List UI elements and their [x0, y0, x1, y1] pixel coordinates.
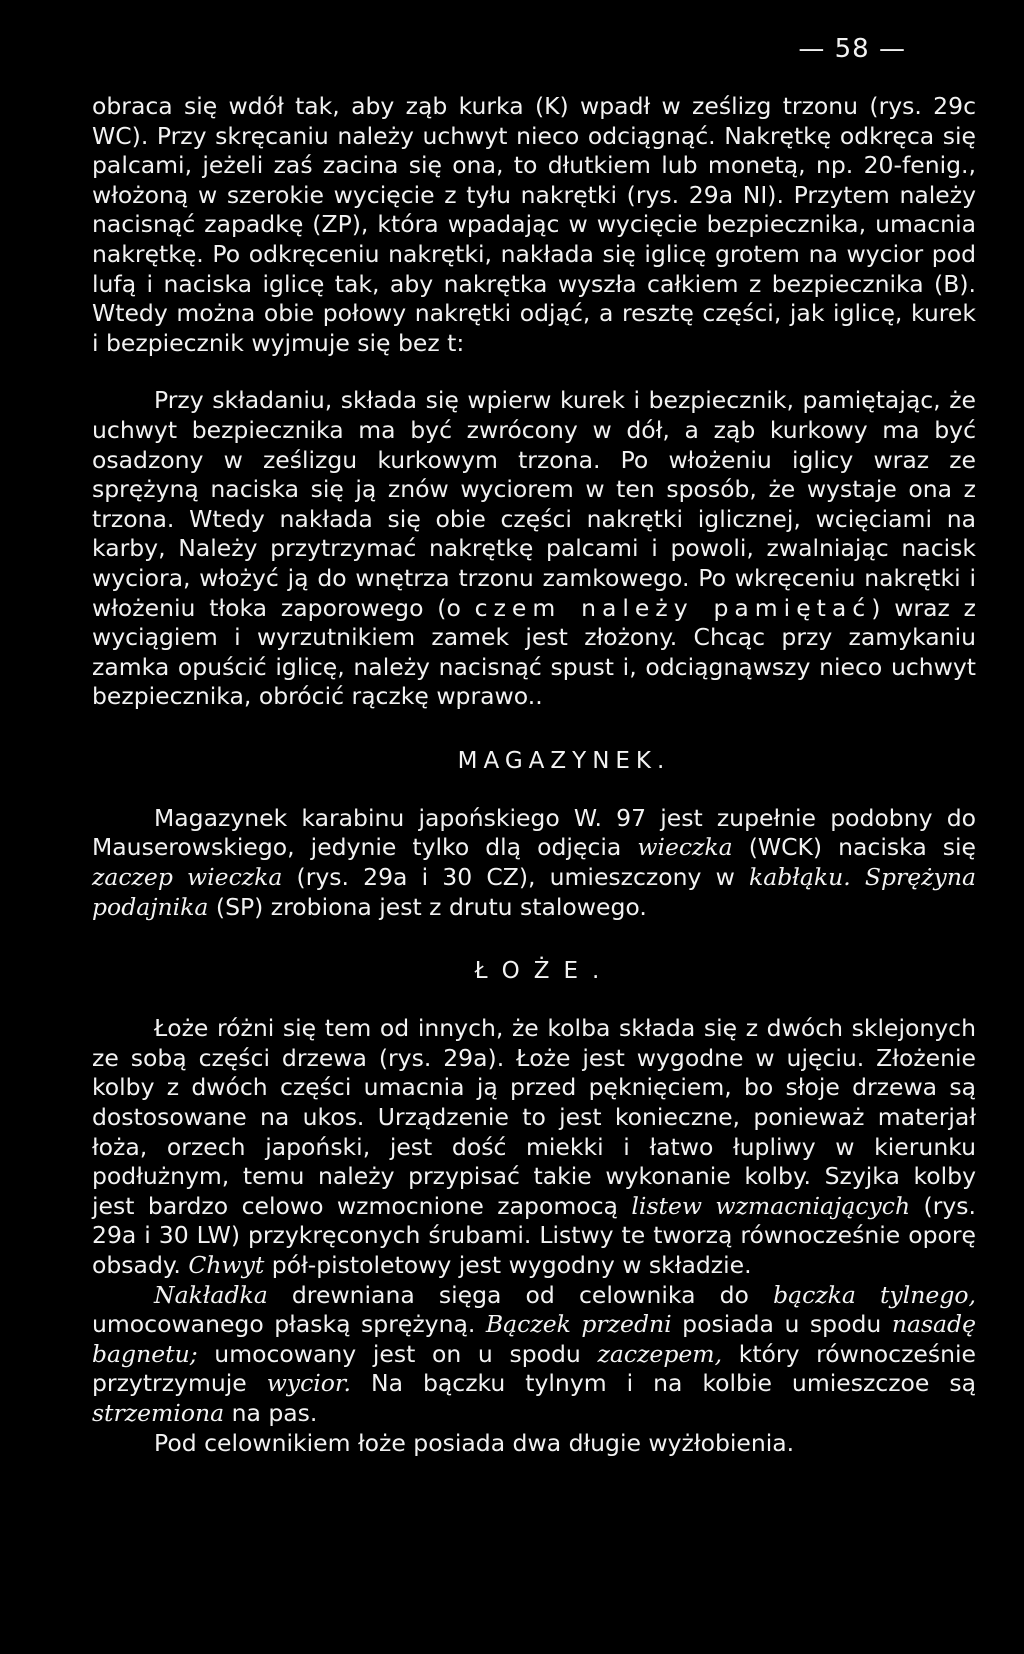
- term-wycior: wycior.: [266, 1369, 352, 1398]
- term-zaczep-wieczka: zaczep wieczka: [92, 863, 283, 892]
- paragraph-magazynek: Magazynek karabinu japońskiego W. 97 jest zupełnie podobny do Mauserowskiego, jedynie tylko dlą odjęcia wieczka (WCK) naciska się zaczep wieczka (rys. 29a i 30 CZ), umieszczony w kabłąku. Sprężyna podajnika (SP) zrobiona jest z drutu stalowego.: [92, 803, 976, 921]
- book-page: [92, 36, 976, 1458]
- term-chwyt: Chwyt: [188, 1251, 265, 1279]
- term-zaczep: zaczepem,: [597, 1339, 723, 1368]
- assembly-emphasis: czem należy pamiętać: [474, 593, 872, 622]
- term-strzemiona: strzemiona: [92, 1398, 225, 1427]
- paragraph-nakladka: Nakładka drewniana sięga od celownika do bączka tylnego, umocowanego płaską sprężyną. Bączek przedni posiada u spodu nasadę bagnetu; umocowany jest on u spodu zaczepem, który równocześnie przytrzymuje wycior. Na bączku tylnym i na kolbie umieszczoe są strzemiona na pas.: [92, 1280, 977, 1427]
- term-nasada-bagnetu: nasadę bagnetu;: [92, 1310, 976, 1368]
- assembly-text-2: ) wraz z wyciągiem i wyrzutnikiem zamek jest złożony. Chcąc przy zamykaniu zamka opuścić iglicę, należy nacisnąć spust i, odciągnąwszy nieco uchwyt bezpiecznika, obrócić rączkę wprawo..: [92, 593, 976, 711]
- term-baczek-tylny: bączka tylnego,: [773, 1280, 976, 1309]
- term-wieczka: wieczka: [637, 833, 733, 862]
- paragraph-wyzlobienia: Pod celownikiem łoże posiada dwa długie wyżłobienia.: [154, 1428, 795, 1457]
- paragraph-loze: Łoże różni się tem od innych, że kolba składa się z dwóch sklejonych ze sobą części drzewa (rys. 29a). Łoże jest wygodne w ujęciu. Złożenie kolby z dwóch części umacnia ją przed pęknięciem, bo słoje drzewa są dostosowane na ukos. Urządzenie to jest konieczne, ponieważ materjał łoża, orzech japoński, jest dość miekki i łatwo łupliwy w kierunku podłużnym, temu należy przypisać takie wykonanie kolby. Szyjka kolby jest bardzo celowo wzmocnione zapomocą listew wzmacniających (rys. 29a i 30 LW) przykręconych śrubami. Listwy te tworzą równocześnie oporę obsady. Chwyt pół-pistoletowy jest wygodny w składzie.: [92, 1014, 976, 1279]
- heading-loze: ŁOŻE.: [474, 958, 614, 985]
- term-sprezyna-podajnika: Sprężyna podajnika: [92, 863, 976, 921]
- heading-magazynek: MAGAZYNEK.: [457, 747, 671, 774]
- assembly-text-1: Przy składaniu, składa się wpierw kurek i bezpiecznik, pamiętając, że uchwyt bezpiecznika ma być zwrócony w dół, a ząb kurkowy ma być osadzony w ześlizgu kurkowym trzona. Po włożeniu iglicy wraz ze sprężyną naciska się ją znów wyciorem w ten sposób, że wystaje ona z trzona. Wtedy nakłada się obie części nakrętki iglicznej, wcięciami na karby, Należy przytrzymać nakrętkę palcami i powoli, zwalniając nacisk wyciora, włożyć ją do wnętrza trzonu zamkowego. Po wkręceniu nakrętki i włożeniu tłoka zaporowego (o: [92, 386, 976, 622]
- term-listew: listew wzmacniających: [631, 1191, 911, 1220]
- paragraph-disassembly: obraca się wdół tak, aby ząb kurka (K) wpadł w ześlizg trzonu (rys. 29c WC). Przy skręcaniu należy uchwyt nieco odciągnąć. Nakrętkę odkręca się palcami, jeżeli zaś zacina się ona, to dłutkiem lub monetą, np. 20-fenig., włożoną w szerokie wycięcie z tyłu nakrętki (rys. 29a NI). Przytem należy nacisnąć zapadkę (ZP), która wpadając w wycięcie bezpiecznika, umacnia nakrętkę. Po odkręceniu nakrętki, nakłada się iglicę grotem na wycior pod lufą i naciska iglicę tak, aby nakrętka wyszła całkiem z bezpiecznika (B). Wtedy można obie połowy nakrętki odjąć, a resztę części, jak iglicę, kurek i bezpiecznik wyjmuje się bez t:: [92, 92, 976, 357]
- term-nakladka: Nakładka: [154, 1280, 268, 1309]
- term-baczek-przedni: Bączek przedni: [485, 1310, 672, 1339]
- term-kablak: kabłąku.: [748, 863, 851, 892]
- page-number: — 58 —: [798, 34, 906, 64]
- paragraph-assembly: [92, 386, 976, 712]
